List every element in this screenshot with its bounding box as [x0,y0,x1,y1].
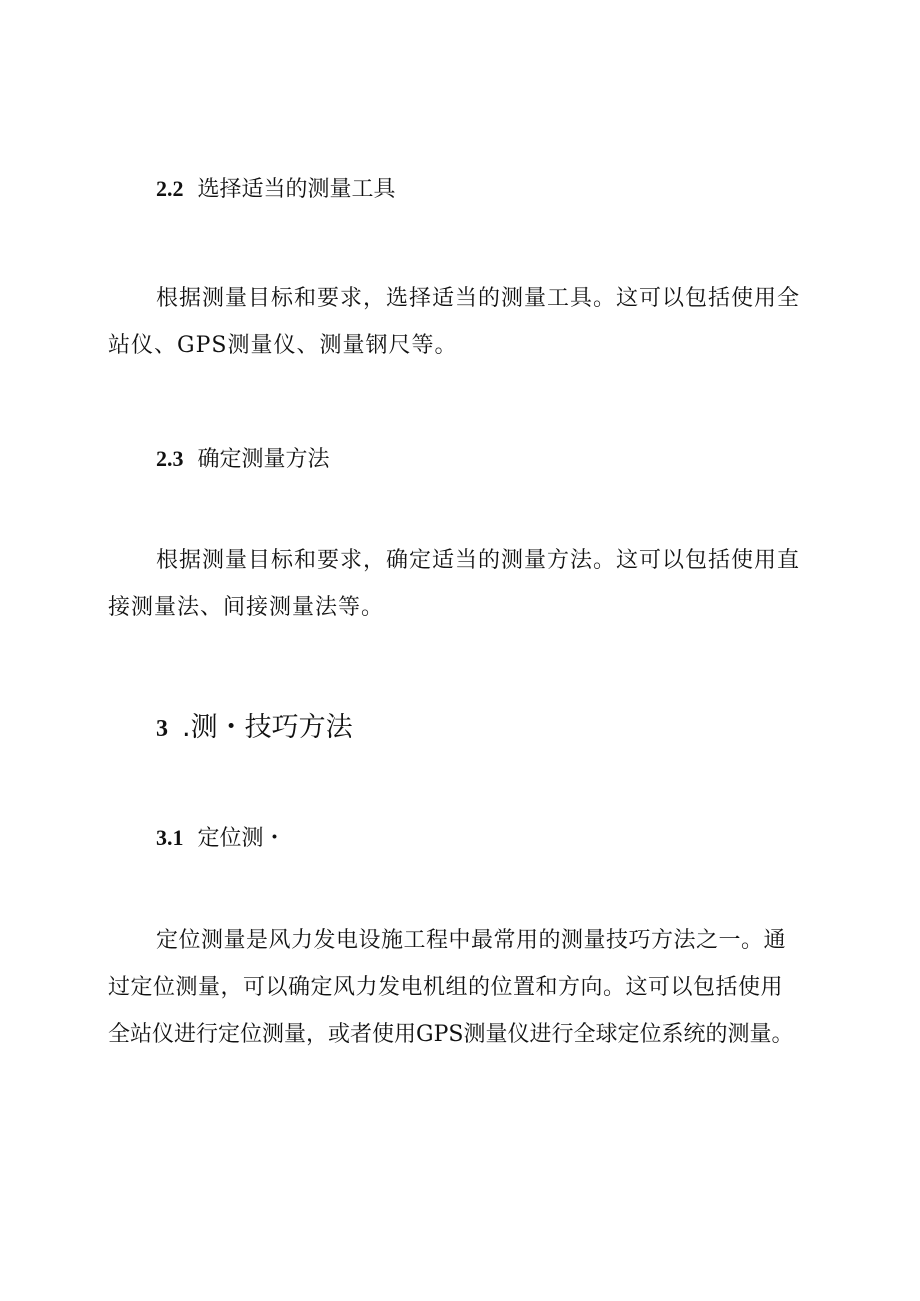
heading-2-2-title: 选择适当的测量工具 [197,177,396,202]
heading-2-3-number: 2.3 [156,446,184,471]
paragraph-line: 根据测量目标和要求，选择适当的测量工具。这可以包括使用全 [156,286,801,311]
heading-2-3-title: 确定测量方法 [197,447,330,472]
paragraph-2-2 [108,275,808,369]
heading-3-title: .测・技巧方法 [182,712,353,743]
heading-2-2 [156,172,396,203]
heading-3 [156,705,353,744]
paragraph-line: 定位测量是风力发电设施工程中最常用的测量技巧方法之一。通 [156,928,787,953]
paragraph-line: 过定位测量，可以确定风力发电机组的位置和方向。这可以包括使用 [108,975,784,1000]
heading-2-3 [156,442,330,473]
heading-3-1 [156,821,286,852]
heading-2-2-number: 2.2 [156,176,184,201]
heading-3-number: 3 [156,716,168,742]
paragraph-2-3 [108,537,808,631]
paragraph-line: 站仪、GPS测量仪、测量钢尺等。 [108,333,458,358]
heading-3-1-number: 3.1 [156,825,184,850]
heading-3-1-title: 定位测・ [197,826,286,851]
paragraph-line: 全站仪进行定位测量，或者使用GPS测量仪进行全球定位系统的测量。 [108,1022,794,1047]
paragraph-3-1 [108,917,808,1058]
paragraph-line: 根据测量目标和要求，确定适当的测量方法。这可以包括使用直 [156,548,801,573]
paragraph-line: 接测量法、间接测量法等。 [108,595,385,620]
